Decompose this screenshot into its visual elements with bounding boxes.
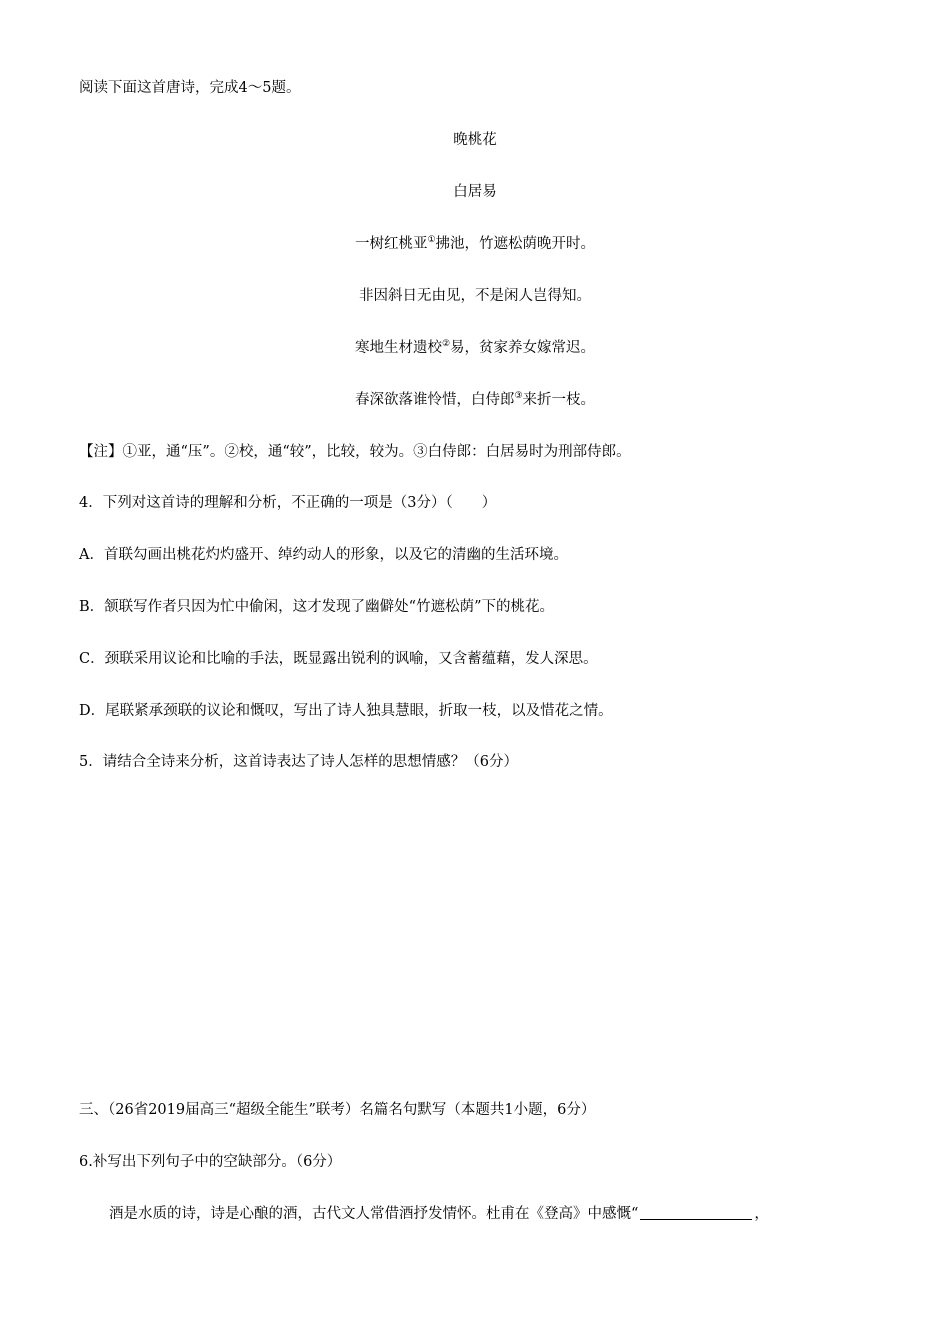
poem-title: 晚桃花 bbox=[453, 132, 497, 148]
poem-author: 白居易 bbox=[453, 184, 497, 200]
question-6-text: 酒是水质的诗，诗是心酿的酒，古代文人常借酒抒发情怀。杜甫在《登高》中感慨“ ， bbox=[109, 1206, 769, 1222]
intro-text: 阅读下面这首唐诗，完成4～5题。 bbox=[79, 80, 301, 96]
poem-line-4: 春深欲落谁怜惜，白侍郎③来折一枝。 bbox=[354, 391, 596, 408]
poem-line-2: 非因斜日无由见，不是闲人岂得知。 bbox=[359, 288, 591, 304]
question-4-option-a: A．首联勾画出桃花灼灼盛开、绰约动人的形象，以及它的清幽的生活环境。 bbox=[79, 547, 568, 563]
answer-blank[interactable] bbox=[640, 1205, 752, 1220]
question-5: 5．请结合全诗来分析，这首诗表达了诗人怎样的思想情感？（6分） bbox=[79, 754, 518, 770]
poem-note: 【注】①亚，通“压”。②校，通“较”，比较，较为。③白侍郎：白居易时为刑部侍郎。 bbox=[79, 444, 631, 460]
question-6-stem: 6.补写出下列句子中的空缺部分。（6分） bbox=[79, 1154, 342, 1170]
question-4-option-d: D．尾联紧承颈联的议论和慨叹，写出了诗人独具慧眼，折取一枝，以及惜花之情。 bbox=[79, 703, 613, 719]
question-4-stem: 4．下列对这首诗的理解和分析，不正确的一项是（3分）（ ） bbox=[79, 495, 497, 511]
section-3-heading: 三、（26省2019届高三“超级全能生”联考）名篇名句默写（本题共1小题，6分） bbox=[79, 1102, 596, 1118]
question-4-option-b: B．颔联写作者只因为忙中偷闲，这才发现了幽僻处“竹遮松荫”下的桃花。 bbox=[79, 599, 554, 615]
question-4-option-c: C．颈联采用议论和比喻的手法，既显露出锐利的讽喻，又含蓄蕴藉，发人深思。 bbox=[79, 651, 598, 667]
poem-line-3: 寒地生材遗校②易，贫家养女嫁常迟。 bbox=[354, 339, 596, 356]
poem-line-1: 一树红桃亚①拂池，竹遮松荫晚开时。 bbox=[354, 235, 596, 252]
